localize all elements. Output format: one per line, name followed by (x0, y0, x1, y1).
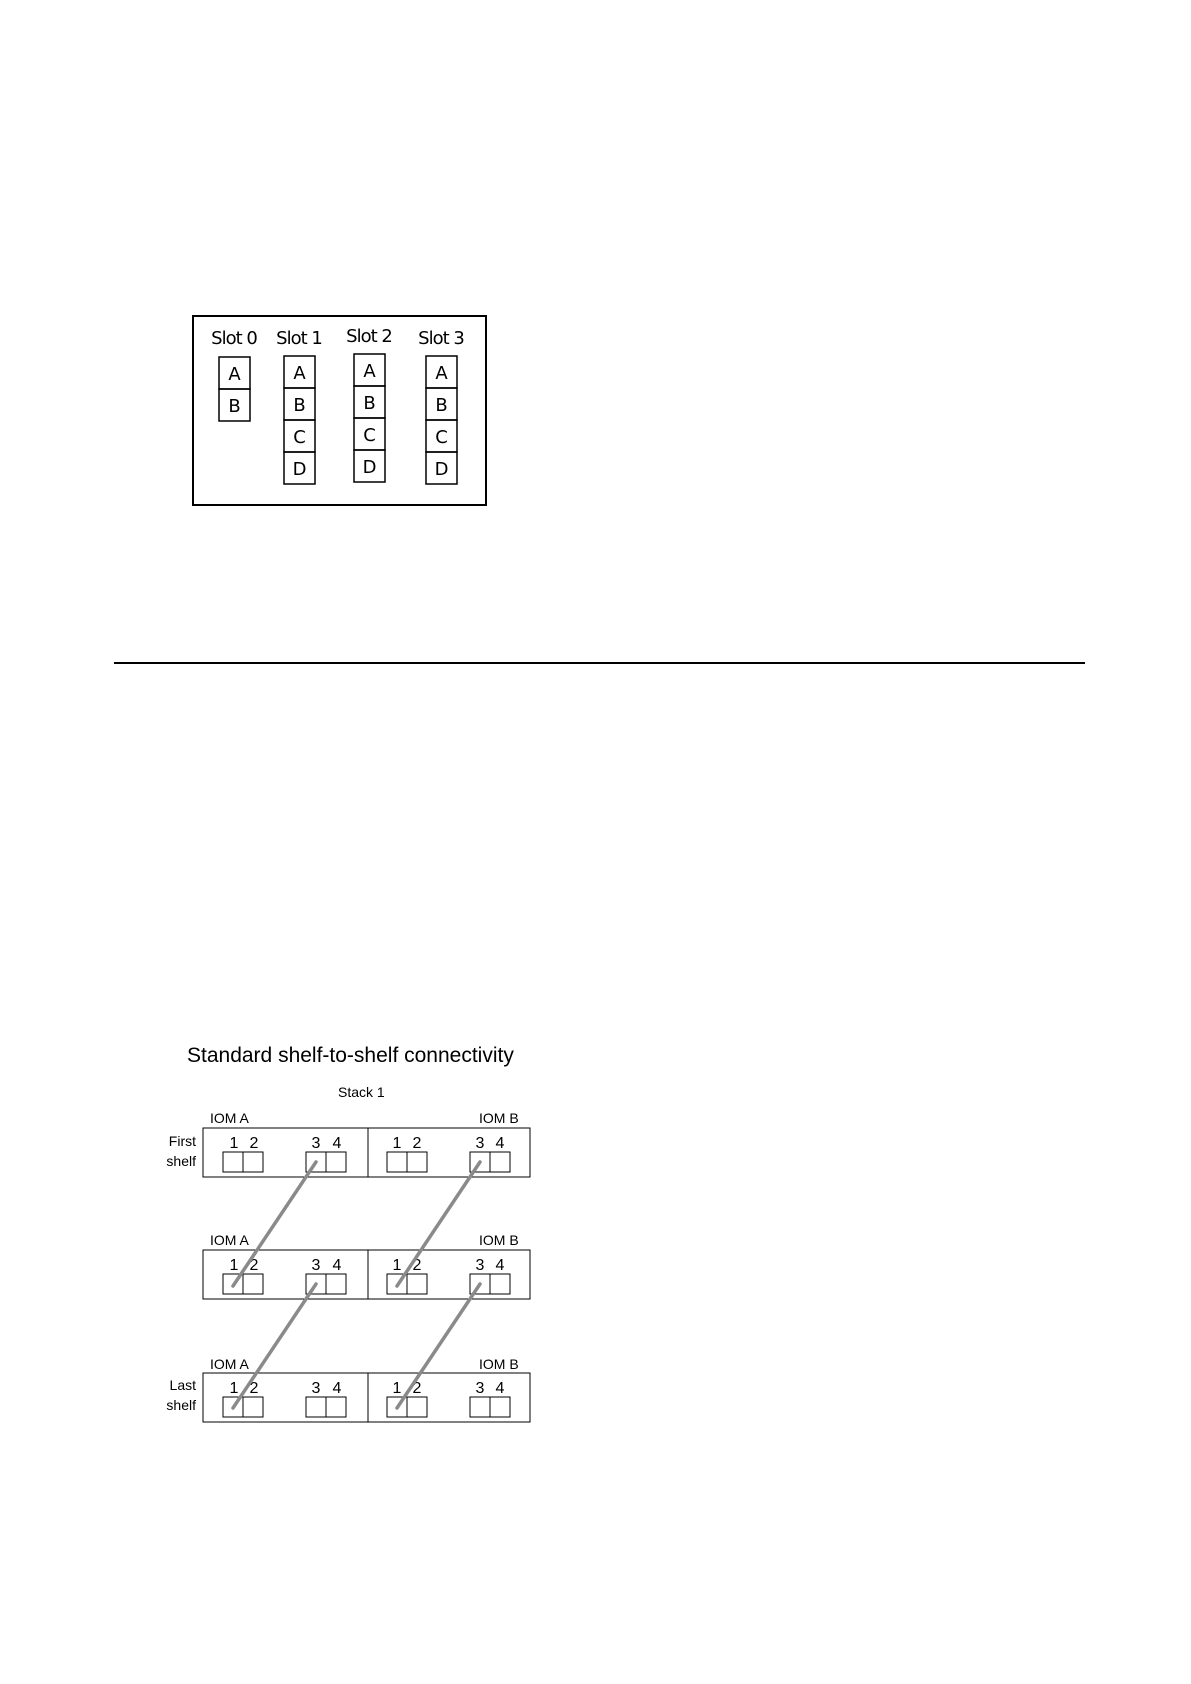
port-number: 2 (249, 1380, 259, 1397)
slot-port-label: D (362, 457, 377, 478)
slot-2 (346, 326, 392, 482)
sas-port (306, 1397, 326, 1417)
slot-label: Slot 3 (418, 328, 464, 349)
shelf-side-label: Last (169, 1377, 196, 1393)
iom-a-label: IOM A (210, 1232, 249, 1248)
slot-port-label: A (363, 361, 376, 382)
sas-port (407, 1274, 427, 1294)
sas-port (490, 1274, 510, 1294)
iom-a-label: IOM A (210, 1110, 249, 1126)
cable-iom-b-2 (397, 1284, 480, 1408)
slot-port-label: C (435, 427, 448, 448)
port-number: 1 (392, 1135, 402, 1152)
port-number: 2 (249, 1257, 259, 1274)
shelf-diagram (166, 1044, 530, 1422)
port-number: 1 (229, 1380, 239, 1397)
cable-iom-a-2 (233, 1284, 316, 1408)
slot-port-label: B (435, 395, 448, 416)
shelf-last (166, 1356, 530, 1422)
iom-b-label: IOM B (479, 1232, 519, 1248)
sas-port (326, 1397, 346, 1417)
slot-diagram (193, 316, 486, 505)
slot-port-label: D (434, 459, 449, 480)
sas-port (490, 1152, 510, 1172)
port-number: 4 (495, 1135, 505, 1152)
port-number: 4 (332, 1257, 342, 1274)
slot-port-label: B (228, 396, 241, 417)
port-number: 2 (412, 1135, 422, 1152)
cables (233, 1162, 480, 1408)
sas-port (470, 1397, 490, 1417)
shelf-diagram-title: Standard shelf-to-shelf connectivity (187, 1044, 514, 1067)
iom-a-label: IOM A (210, 1356, 249, 1372)
slot-label: Slot 0 (211, 328, 257, 349)
slot-port-label: B (363, 393, 376, 414)
sas-port (490, 1397, 510, 1417)
slot-port-label: C (363, 425, 376, 446)
shelf-side-label: shelf (166, 1397, 196, 1413)
port-number: 1 (229, 1257, 239, 1274)
port-number: 1 (392, 1257, 402, 1274)
slot-port-label: C (293, 427, 306, 448)
sas-port (243, 1152, 263, 1172)
sas-port (326, 1274, 346, 1294)
slot-label: Slot 1 (276, 328, 322, 349)
shelf-side-label: First (168, 1133, 196, 1149)
sas-port (387, 1152, 407, 1172)
slot-port-label: A (435, 363, 448, 384)
port-number: 3 (311, 1257, 321, 1274)
slot-1 (276, 328, 322, 484)
slot-port-label: A (228, 364, 241, 385)
port-number: 2 (412, 1257, 422, 1274)
slot-port-label: A (293, 363, 306, 384)
sas-port (243, 1274, 263, 1294)
port-number: 4 (332, 1380, 342, 1397)
slot-label: Slot 2 (346, 326, 392, 347)
stack-label: Stack 1 (338, 1084, 385, 1100)
port-number: 4 (332, 1135, 342, 1152)
slot-3 (418, 328, 464, 484)
iom-b-label: IOM B (479, 1356, 519, 1372)
sas-port (407, 1397, 427, 1417)
sas-port (243, 1397, 263, 1417)
port-number: 3 (475, 1380, 485, 1397)
port-number: 3 (311, 1135, 321, 1152)
slot-port-label: B (293, 395, 306, 416)
sas-port (326, 1152, 346, 1172)
port-number: 2 (412, 1380, 422, 1397)
cable-iom-b-1 (397, 1162, 480, 1286)
port-number: 3 (475, 1257, 485, 1274)
port-number: 3 (311, 1380, 321, 1397)
port-number: 2 (249, 1135, 259, 1152)
slot-port-label: D (292, 459, 307, 480)
port-number: 1 (229, 1135, 239, 1152)
port-number: 4 (495, 1257, 505, 1274)
iom-b-label: IOM B (479, 1110, 519, 1126)
sas-port (407, 1152, 427, 1172)
port-number: 3 (475, 1135, 485, 1152)
port-number: 1 (392, 1380, 402, 1397)
sas-port (223, 1152, 243, 1172)
slot-0 (211, 328, 257, 421)
port-number: 4 (495, 1380, 505, 1397)
cable-iom-a-1 (233, 1162, 316, 1286)
shelf-side-label: shelf (166, 1153, 196, 1169)
shelf-middle (203, 1232, 530, 1299)
